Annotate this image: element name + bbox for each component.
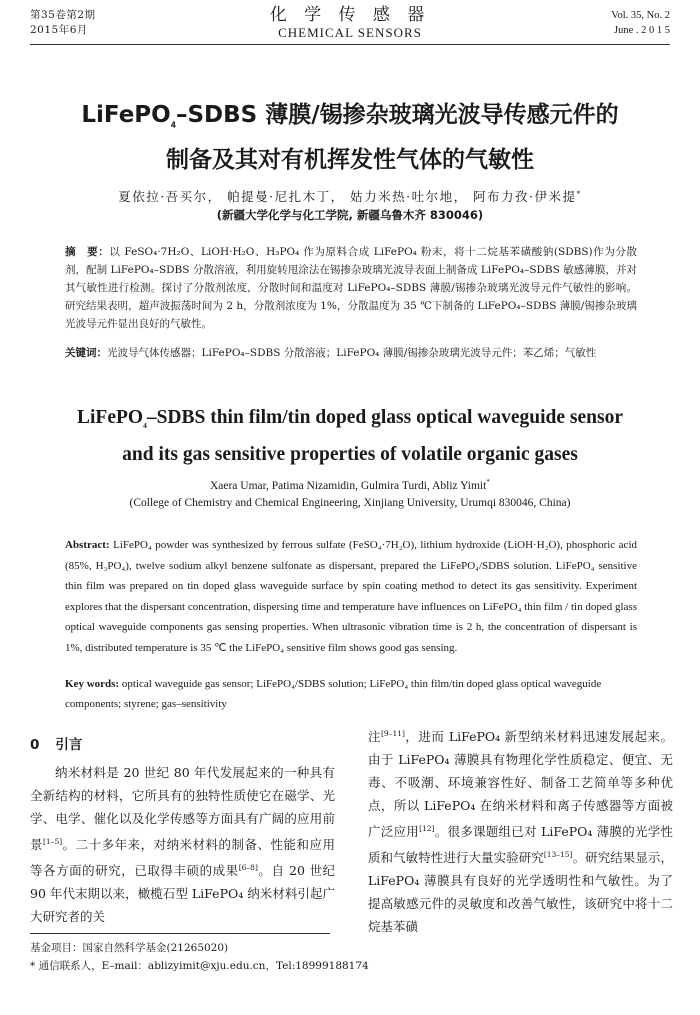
title-en-line1 [30,403,670,440]
journal-volume-en [611,8,670,38]
intro-paragraph-left [30,761,335,928]
title-cn-line2: 制备及其对有机挥发性气体的气敏性 [166,146,534,173]
intro-left-text-1: 纳米材料是 20 世纪 80 年代发展起来的一种具有全新结构的材料，它所具有的独特性质使它在磁学、光学、电学、催化以及化学传感等方面具有广阔的应用前景 [30,765,335,853]
corresponding-mark-cn: * [576,188,582,198]
citation: [13–15] [543,850,573,860]
keywords-en-label: Key words: [65,678,120,690]
section-title: 引言 [55,737,83,753]
intro-left-text-2: 。二十多年来，对纳米材料的制备、性能和应用等各方面的研究，已取得丰硕的成果 [30,837,335,879]
authors-en [30,477,670,492]
keywords-cn-label: 关键词： [65,347,107,359]
date-cn: 2015年6月 [30,24,88,36]
intro-paragraph-right [368,722,673,938]
title-cn-formula: LiFePO [81,102,171,128]
affiliation-cn: (新疆大学化学与化工学院, 新疆乌鲁木齐 830046) [216,208,484,222]
title-cn-line1 [30,98,670,143]
corresponding-mark-en: * [486,477,491,486]
volume-issue-en: Vol. 35, No. 2 [611,10,670,21]
body-column-left [30,733,335,928]
citation: [1–5] [43,837,63,846]
title-en-subscript: 4 [143,420,147,430]
section-number: 0 [30,737,40,753]
citation: [6–8] [238,863,258,873]
intro-left-text-3: 。自 20 世纪 90 年代末期以来，橄榄石型 LiFePO₄ 纳米材料引起广大研究者的关 [30,863,335,925]
citation: [9–11] [381,729,405,738]
keywords-en [65,674,637,714]
abstract-en [65,535,637,658]
title-en-line2: and its gas sensitive properties of volatile organic gases [122,443,578,465]
paper-title-cn [30,98,670,177]
title-cn-rest: –SDBS 薄膜/锡掺杂玻璃光波导传感元件的 [175,102,619,128]
title-en-rest: –SDBS thin film/tin doped glass optical waveguide sensor [146,407,624,428]
abstract-cn [65,243,637,333]
keywords-cn [65,344,637,362]
citation: [12] [419,824,435,834]
intro-right-text-3: 。很多课题组已对 LiFePO₄ 薄膜的光学性质和气敏特性进行大量实验研究 [368,824,673,866]
title-en-formula: LiFePO [76,407,144,428]
volume-issue-cn: 第35卷第2期 [30,9,96,21]
footnote-divider [30,933,330,934]
footnote-funding: 基金项目：国家自然科学基金(21265020) [30,942,229,954]
keywords-cn-text: 光波导气体传感器；LiFePO₄–SDBS 分散溶液；LiFePO₄ 薄膜/锡掺杂玻璃光波导元件；苯乙烯；气敏性 [107,347,597,359]
section-heading [30,733,335,753]
authors-en-names: Xaera Umar, Patima Nizamidin, Gulmira Turdi, Abliz Yimit [209,479,487,492]
footnote-contact: * 通信联系人，E–mail：ablizyimit@xju.edu.cn，Tel:18999188174 [30,960,369,972]
affiliation-en: (College of Chemistry and Chemical Engineering, Xinjiang University, Urumqi 830046, China) [129,497,571,509]
journal-name-en: CHEMICAL SENSORS [278,25,422,40]
abstract-en-label: Abstract: [65,539,110,551]
abstract-cn-label: 摘 要： [65,246,110,258]
authors-cn-names: 夏依拉·吾买尔， 帕提曼·尼扎木丁， 姑力米热·吐尔地， 阿布力孜·伊米提 [118,189,577,204]
intro-right-text-1: 注 [368,729,381,745]
intro-right-text-4: 。研究结果显示，LiFePO₄ 薄膜具有良好的光学透明性和气敏性。为了提高敏感元件的灵敏度和改善气敏性，该研究中将十二烷基苯磺 [368,850,673,935]
abstract-cn-text: 以 FeSO₄·7H₂O、LiOH·H₂O、H₃PO₄ 作为原料合成 LiFePO₄ 粉末，将十二烷基苯磺酸钠(SDBS)作为分散剂，配制 LiFePO₄–SDBS 分散溶液，利用旋转甩涂法在锡掺杂玻璃光波导表面上制备成 LiFePO₄–SDBS 敏感薄膜，并对其气敏性进行检测。探讨了分散剂浓度，分散时间和温度对 LiFePO₄–SDBS 薄膜/锡掺杂玻璃光波导元件气敏性的影响。研究结果表明，超声波振荡时间为 2 h，分散剂浓度为 1%，分散温度为 35 ℃下制备的 LiFePO₄–SDBS 薄膜/锡掺杂玻璃光波导元件显出良好的气敏性。 [65,246,637,330]
paper-title-en [30,403,670,469]
header-divider [30,44,670,45]
body-column-right [368,722,673,938]
journal-name [0,5,700,41]
intro-right-text-2: ，进而 LiFePO₄ 新型纳米材料迅速发展起来。由于 LiFePO₄ 薄膜具有物理化学性质稳定、便宜、无毒、不吸潮、环境兼容性好、制备工艺简单等多种优点，所以 LiFePO₄ 在纳米材料和离子传感器等方面被广泛应用 [368,729,673,840]
authors-cn [30,187,670,205]
journal-name-cn: 化 学 传 感 器 [269,5,431,25]
date-en: June . 2 0 1 5 [614,25,670,36]
keywords-en-text: optical waveguide gas sensor; LiFePO₄/SDBS solution; LiFePO₄ thin film/tin doped glass optical waveguide components; styrene; gas–sensitivity [65,678,602,710]
title-cn-subscript: 4 [170,120,176,130]
abstract-en-text: LiFePO₄ powder was synthesized by ferrous sulfate (FeSO₄·7H₂O), lithium hydroxide (LiOH·H₂O), phosphoric acid (85%, H₃PO₄), twelve sodium alkyl benzene sulfonate as dispersant, prepared the LiFePO₄/SDBS solution. LiFePO₄ sensitive thin film was prepared on tin doped glass waveguide surface by spin coating method to detect its gas sensitivity. Experiment explores that the dispersant concentration, dispersing time and temperature have influences on LiFePO₄ thin film / tin doped glass optical waveguide components gas sensing properties. When ultrasonic vibration time is 2 h, the concentration of dispersant is 1%, distributed temperature is 35 ℃ the LiFePO₄ sensitive film shows good gas sensing. [65,539,637,654]
